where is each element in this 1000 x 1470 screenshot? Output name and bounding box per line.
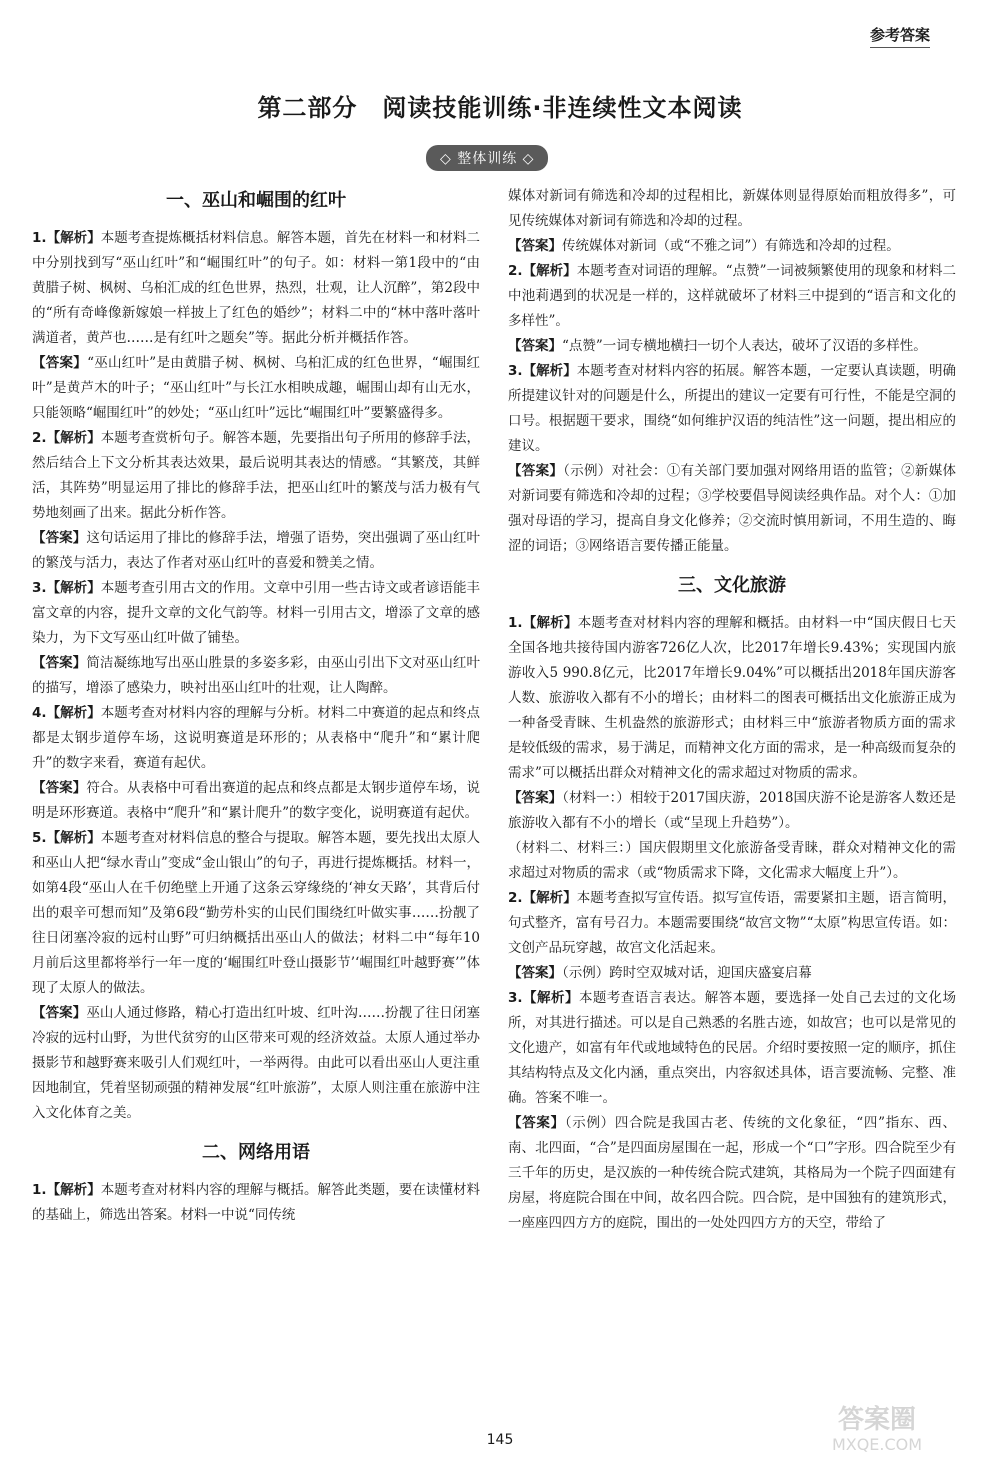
question-analysis: [32, 426, 480, 526]
question-number: 2.: [508, 890, 523, 906]
header-corner-label: 参考答案: [870, 24, 930, 48]
question-number: 1.: [32, 230, 47, 246]
paragraph-text: “巫山红叶”是由黄腊子树、枫树、乌桕汇成的红色世界，“崛围红叶”是黄芦木的叶子；“巫山红叶”与长江水相映成趣，崛围山却有山无水，只能领略“崛围红叶”的妙处；“巫山红叶”远比“崛围红叶”要繁盛得多。: [32, 355, 480, 421]
right-column: [508, 184, 956, 1236]
question-analysis: [508, 986, 956, 1111]
answer-block: [32, 1001, 480, 1126]
paragraph-text: 本题考查对材料内容的理解与概括。解答此类题，要在读懂材料的基础上，筛选出答案。材料一中说“同传统: [32, 1182, 481, 1223]
watermark-logo: [772, 1396, 982, 1456]
answer-tag: 【答案】: [32, 1005, 87, 1021]
analysis-tag: 【解析】: [46, 230, 101, 246]
analysis-tag: 【解析】: [522, 990, 579, 1006]
answer-block: [508, 786, 956, 836]
paragraph-text: 符合。从表格中可看出赛道的起点和终点都是太钢步道停车场，说明是环形赛道。表格中“爬升”和“累计爬升”的数字变化，说明赛道有起伏。: [32, 780, 480, 821]
paragraph-text: “点赞”一词专横地横扫一切个人表达，破坏了汉语的多样性。: [562, 338, 927, 354]
paragraph-text: 巫山人通过修路，精心打造出红叶坡、红叶沟……扮靓了往日闭塞冷寂的远村山野，为世代贫穷的山区带来可观的经济效益。太原人通过举办摄影节和越野赛来吸引人们观红叶，一举两得。由此可以看出巫山人更注重因地制宜，凭着坚韧顽强的精神发展“红叶旅游”，太原人则注重在旅游中注入文化体育之美。: [32, 1005, 481, 1121]
analysis-tag: 【解析】: [46, 1182, 101, 1198]
analysis-tag: 【解析】: [522, 363, 577, 379]
section-heading: 二、网络用语: [202, 1142, 310, 1163]
analysis-tag: 【解析】: [522, 263, 577, 279]
section-heading: 三、文化旅游: [678, 575, 786, 596]
answer-tag: 【答案】: [508, 1115, 565, 1131]
question-number: 4.: [32, 705, 47, 721]
analysis-tag: 【解析】: [46, 830, 101, 846]
question-analysis: [508, 611, 956, 786]
question-analysis: [508, 886, 956, 961]
left-column: [32, 188, 480, 1228]
answer-block: [508, 334, 956, 359]
question-analysis: [32, 1178, 480, 1228]
answer-tag: 【答案】: [508, 238, 562, 254]
page-title: 第二部分 阅读技能训练·非连续性文本阅读: [257, 94, 743, 122]
answer-tag: 【答案】: [32, 655, 87, 671]
text-paragraph: [508, 836, 956, 886]
question-number: 1.: [508, 615, 523, 631]
paragraph-text: 本题考查引用古文的作用。文章中引用一些古诗文或者谚语能丰富文章的内容，提升文章的文化气韵等。材料一引用古文，增添了文章的感染力，为下文写巫山红叶做了铺垫。: [32, 580, 481, 646]
answer-block: [32, 651, 480, 701]
paragraph-text: 传统媒体对新词（或“不雅之词”）有筛选和冷却的过程。: [562, 238, 900, 254]
paragraph-text: （材料一：）相较于2017国庆游，2018国庆游不论是游客人数还是旅游收入都有不小的增长（或“呈现上升趋势”）。: [508, 790, 956, 831]
paragraph-text: （示例）跨时空双城对话，迎国庆盛宴启幕: [562, 965, 812, 981]
section-heading: 一、巫山和崛围的红叶: [166, 190, 346, 211]
text-paragraph: [508, 184, 956, 234]
answer-block: [32, 351, 480, 426]
paragraph-text: 本题考查对材料内容的理解和概括。由材料一中“国庆假日七天全国各地共接待国内游客726亿人次，比2017年增长9.43%；实现国内旅游收入5 990.8亿元，比2017年增长9.04%”可以概括出2018年国庆游客人数、旅游收入都有不小的增长；由材料二的图表可概括出文化旅游正成为一种备受青睐、生机盎然的旅游形式；由材料三中“旅游者物质方面的需求是较低级的需求，易于满足，而精神文化方面的需求，是一种高级而复杂的需求”可以概括出群众对精神文化的需求超过对物质的需求。: [508, 615, 957, 781]
answer-block: [32, 776, 480, 826]
answer-tag: 【答案】: [508, 338, 562, 354]
analysis-tag: 【解析】: [46, 580, 101, 596]
question-analysis: [32, 826, 480, 1001]
paragraph-text: 媒体对新词有筛选和冷却的过程相比，新媒体则显得原始而粗放得多”，可见传统媒体对新词有筛选和冷却的过程。: [508, 188, 956, 229]
paragraph-text: 本题考查赏析句子。解答本题，先要指出句子所用的修辞手法，然后结合上下文分析其表达效果，最后说明其表达的情感。“其繁茂，其鲜活，其阵势”明显运用了排比的修辞手法，把巫山红叶的繁茂与活力极有气势地刻画了出来。据此分析作答。: [32, 430, 481, 521]
answer-tag: 【答案】: [32, 530, 87, 546]
analysis-tag: 【解析】: [522, 890, 577, 906]
answer-block: [508, 459, 956, 559]
analysis-tag: 【解析】: [522, 615, 578, 631]
question-analysis: [508, 259, 956, 334]
paragraph-text: （示例）四合院是我国古老、传统的文化象征，“四”指东、西、南、北四面，“合”是四面房屋围在一起，形成一个“口”字形。四合院至少有三千年的历史，是汉族的一种传统合院式建筑，其格局为一个院子四面建有房屋，将庭院合围在中间，故名四合院。四合院，是中国独有的建筑形式，一座座四四方方的庭院，围出的一处处四四方方的天空，带给了: [508, 1115, 956, 1231]
question-number: 3.: [508, 990, 523, 1006]
paragraph-text: 本题考查语言表达。解答本题，要选择一处自己去过的文化场所，对其进行描述。可以是自己熟悉的名胜古迹，如故宫；也可以是常见的文化遗产，如富有年代或地域特色的民居。介绍时要按照一定的顺序，抓住其结构特点及文化内涵，重点突出，内容叙述具体，语言要流畅、完整、准确。答案不唯一。: [508, 990, 957, 1106]
paragraph-text: 本题考查提炼概括材料信息。解答本题，首先在材料一和材料二中分别找到写“巫山红叶”和“崛围红叶”的句子。如：材料一第1段中的“由黄腊子树、枫树、乌桕汇成的红色世界，热烈，壮观，让人沉醉”，第2段中的“所有奇峰像新嫁娘一样披上了红色的婚纱”；材料二中的“林中落叶落叶满道者，黄芦也……是有红叶之题矣”等。据此分析并概括作答。: [32, 230, 481, 346]
analysis-tag: 【解析】: [46, 705, 101, 721]
answer-tag: 【答案】: [508, 965, 562, 981]
paragraph-text: 本题考查对材料内容的理解与分析。材料二中赛道的起点和终点都是太钢步道停车场，这说明赛道是环形的；从表格中“爬升”和“累计爬升”的数字来看，赛道有起伏。: [32, 705, 481, 771]
answer-block: [508, 961, 956, 986]
answer-tag: 【答案】: [32, 355, 88, 371]
analysis-tag: 【解析】: [46, 430, 101, 446]
section-badge: ◇ 整体训练 ◇: [426, 145, 548, 171]
question-number: 2.: [508, 263, 523, 279]
paragraph-text: 本题考查对材料信息的整合与提取。解答本题，要先找出太原人和巫山人把“绿水青山”变成“金山银山”的句子，再进行提炼概括。材料一，如第4段“巫山人在千仞绝壁上开通了这条云穿缘绕的‘神女天路’，其背后付出的艰辛可想而知”及第6段“勤劳朴实的山民们围绕红叶做实事……扮靓了往日闭塞冷寂的远村山野”可归纳概括出巫山人的做法；材料二中“每年10月前后这里都将举行一年一度的‘崛围红叶登山摄影节’‘崛围红叶越野赛’”体现了太原人的做法。: [32, 830, 481, 996]
answer-tag: 【答案】: [32, 780, 87, 796]
answer-block: [32, 526, 480, 576]
paragraph-text: （示例）对社会：①有关部门要加强对网络用语的监管；②新媒体对新词要有筛选和冷却的过程；③学校要倡导阅读经典作品。对个人：①加强对母语的学习，提高自身文化修养；②交流时慎用新词，不用生造的、晦涩的词语；③网络语言要传播正能量。: [508, 463, 956, 554]
answer-block: [508, 1111, 956, 1236]
paragraph-text: 本题考查对词语的理解。“点赞”一词被频繁使用的现象和材料二中池莉遇到的状况是一样的，这样就破坏了材料三中提到的“语言和文化的多样性”。: [508, 263, 957, 329]
question-number: 3.: [32, 580, 47, 596]
answer-tag: 【答案】: [508, 463, 564, 479]
page-number: 145: [486, 1432, 514, 1448]
question-analysis: [32, 701, 480, 776]
question-analysis: [32, 576, 480, 651]
question-analysis: [508, 359, 956, 459]
paragraph-text: 这句话运用了排比的修辞手法，增强了语势，突出强调了巫山红叶的繁茂与活力，表达了作者对巫山红叶的喜爱和赞美之情。: [32, 530, 480, 571]
paragraph-text: （材料二、材料三：）国庆假期里文化旅游备受青睐，群众对精神文化的需求超过对物质的需求（或“物质需求下降，文化需求大幅度上升”）。: [508, 840, 956, 881]
question-number: 2.: [32, 430, 47, 446]
question-analysis: [32, 226, 480, 351]
question-number: 3.: [508, 363, 523, 379]
answer-tag: 【答案】: [508, 790, 563, 806]
question-number: 1.: [32, 1182, 47, 1198]
paragraph-text: 简洁凝练地写出巫山胜景的多姿多彩，由巫山引出下文对巫山红叶的描写，增添了感染力，映衬出巫山红叶的壮观，让人陶醉。: [32, 655, 480, 696]
paragraph-text: 本题考查拟写宣传语。拟写宣传语，需要紧扣主题，语言简明，句式整齐，富有号召力。本题需要围绕“故宫文物”“太原”构思宣传语。如：文创产品玩穿越，故宫文化活起来。: [508, 890, 957, 956]
answer-block: [508, 234, 956, 259]
paragraph-text: 本题考查对材料内容的拓展。解答本题，一定要认真读题，明确所提建议针对的问题是什么，所提出的建议一定要有可行性，不能是空洞的口号。根据题干要求，围绕“如何维护汉语的纯洁性”这一问题，提出相应的建议。: [508, 363, 957, 454]
watermark-url: MXQE.COM: [831, 1435, 923, 1454]
question-number: 5.: [32, 830, 47, 846]
watermark-text: 答案圈: [837, 1405, 917, 1435]
